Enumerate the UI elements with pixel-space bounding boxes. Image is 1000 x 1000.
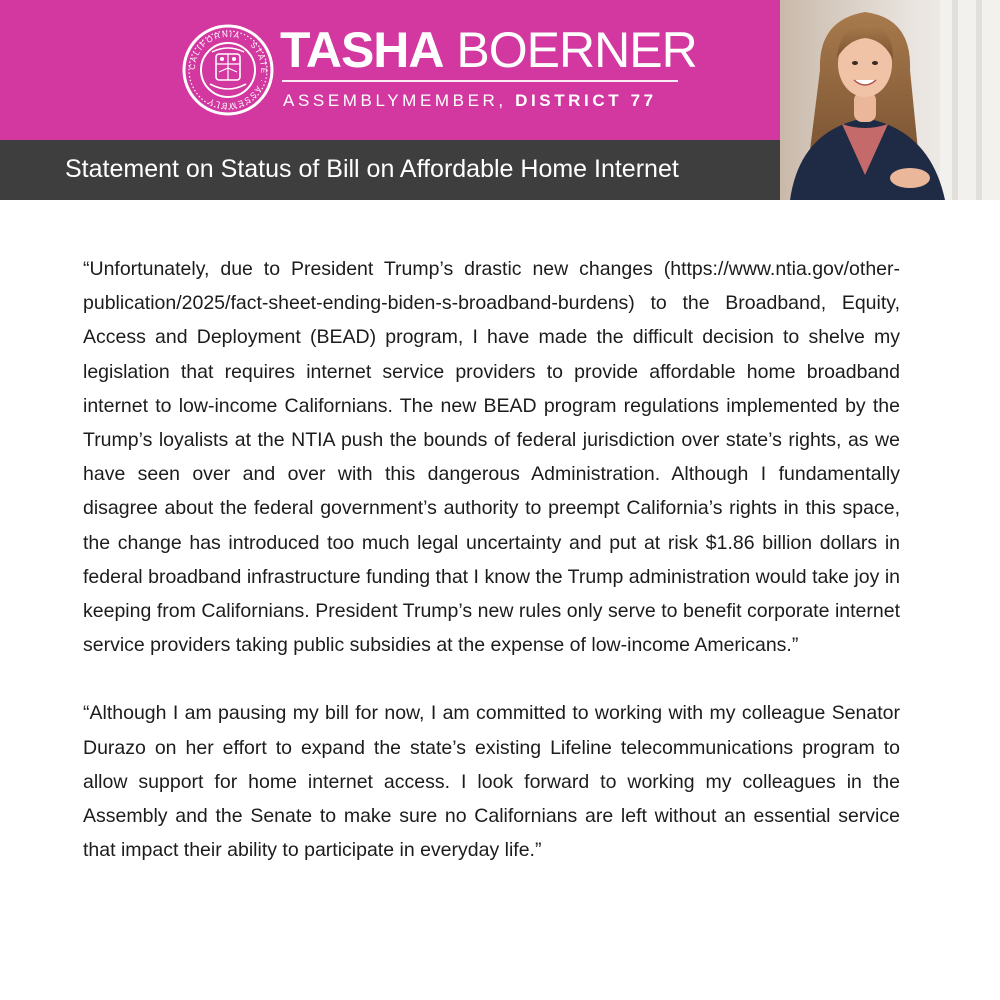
- portrait-photo: [780, 0, 1000, 200]
- statement-paragraph-2: “Although I am pausing my bill for now, I am committed to working with my colleague Senator Durazo on her effort to expand the state’s existing Lifeline telecommunications program to allow support for home internet access. I look forward to working my colleagues in the Assembly and the Senate to make sure no Californians are left without an essential service that impact their ability to participate in everyday life.”: [83, 702, 900, 862]
- title-district: DISTRICT 77: [515, 91, 657, 110]
- seal-ring-text: CALIFORNIA · STATE · ASSEMBLY: [187, 29, 269, 111]
- header-divider: [282, 80, 678, 82]
- assemblymember-title: [283, 88, 657, 114]
- title-prefix: ASSEMBLYMEMBER,: [283, 91, 507, 110]
- assembly-seal-icon: [182, 24, 274, 116]
- statement-paragraph-1: “Unfortunately, due to President Trump’s drastic new changes (https://www.ntia.gov/other-publication/2025/fact-sheet-ending-biden-s-broadband-burdens) to the Broadband, Equity, Access and Deployment (BEAD) program, I have made the difficult decision to shelve my legislation that requires internet service providers to provide affordable home broadband internet to low-income Californians. The new BEAD program regulations implemented by the Trump’s loyalists at the NTIA push the bounds of federal jurisdiction over state’s rights, as we have seen over and over with this dangerous Administration. Although I fundamentally disagree about the federal government’s authority to preempt California’s rights in this space, the change has introduced too much legal uncertainty and put at risk $1.86 billion dollars in federal broadband infrastructure funding that I know the Trump administration would take joy in keeping from Californians. President Trump’s new rules only serve to benefit corporate internet service providers taking public subsidies at the expense of low-income Americans.”: [83, 258, 900, 657]
- statement-body: [83, 252, 900, 901]
- statement-title: Statement on Status of Bill on Affordable Home Internet: [65, 155, 679, 183]
- name-last: BOERNER: [456, 22, 697, 78]
- assemblymember-name: [280, 20, 697, 80]
- name-first: TASHA: [280, 22, 444, 78]
